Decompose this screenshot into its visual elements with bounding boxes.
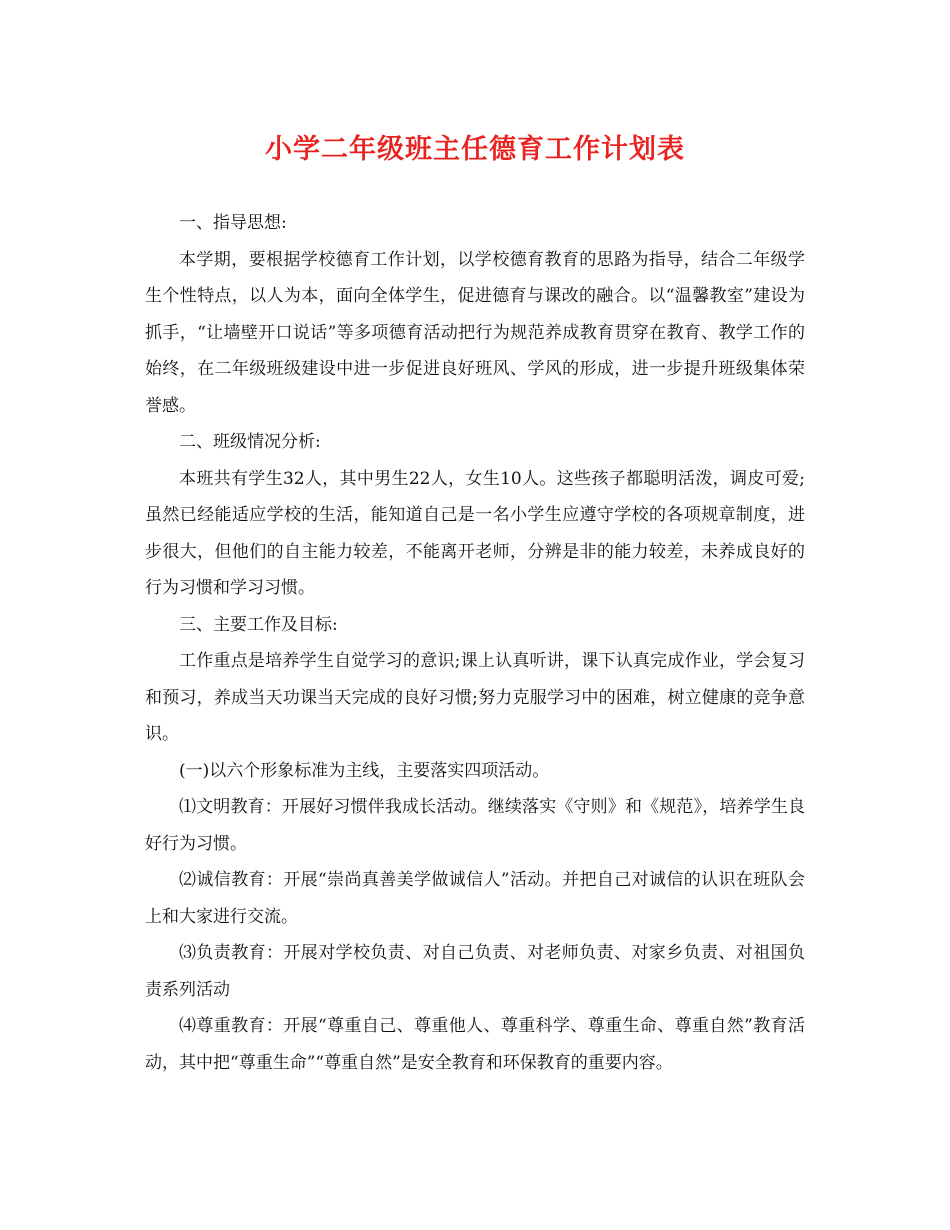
paragraph-guiding-thought: 本学期，要根据学校德育工作计划，以学校德育教育的思路为指导，结合二年级学生个性特点，以人为本，面向全体学生，促进德育与课改的融合。以“温馨教室”建设为抓手，“让墙壁开口说话”等多项德育活动把行为规范养成教育贯穿在教育、教学工作的始终，在二年级班级建设中进一步促进良好班风、学风的形成，进一步提升班级集体荣誉感。 bbox=[145, 249, 805, 416]
document-title: 小学二年级班主任德育工作计划表 bbox=[265, 134, 685, 165]
paragraph-class-analysis: 本班共有学生32人，其中男生22人，女生10人。这些孩子都聪明活泼，调皮可爱;虽然已经能适应学校的生活，能知道自己是一名小学生应遵守学校的各项规章制度，进步很大，但他们的自主能力较差，不能离开老师，分辨是非的能力较差，未养成良好的行为习惯和学习习惯。 bbox=[145, 468, 805, 598]
item-civility-education: ⑴文明教育：开展好习惯伴我成长活动。继续落实《守则》和《规范》，培养学生良好行为习惯。 bbox=[145, 797, 805, 854]
heading-class-analysis: 二、班级情况分析: bbox=[179, 432, 321, 452]
item-integrity-education: ⑵诚信教育：开展“崇尚真善美学做诚信人”活动。并把自己对诚信的认识在班队会上和大家进行交流。 bbox=[145, 870, 805, 927]
heading-guiding-thought: 一、指导思想: bbox=[179, 213, 287, 233]
paragraph-main-work: 工作重点是培养学生自觉学习的意识;课上认真听讲，课下认真完成作业，学会复习和预习，养成当天功课当天完成的良好习惯;努力克服学习中的困难，树立健康的竞争意识。 bbox=[145, 651, 805, 744]
heading-main-work: 三、主要工作及目标: bbox=[179, 614, 338, 635]
subheading-four-activities: (一)以六个形象标准为主线，主要落实四项活动。 bbox=[179, 760, 550, 781]
document-body bbox=[145, 205, 805, 1081]
item-respect-education: ⑷尊重教育：开展“尊重自己、尊重他人、尊重科学、尊重生命、尊重自然”教育活动，其中把“尊重生命”“尊重自然”是安全教育和环保教育的重要内容。 bbox=[145, 1016, 805, 1073]
item-responsibility-education: ⑶负责教育：开展对学校负责、对自己负责、对老师负责、对家乡负责、对祖国负责系列活动 bbox=[145, 943, 805, 1000]
